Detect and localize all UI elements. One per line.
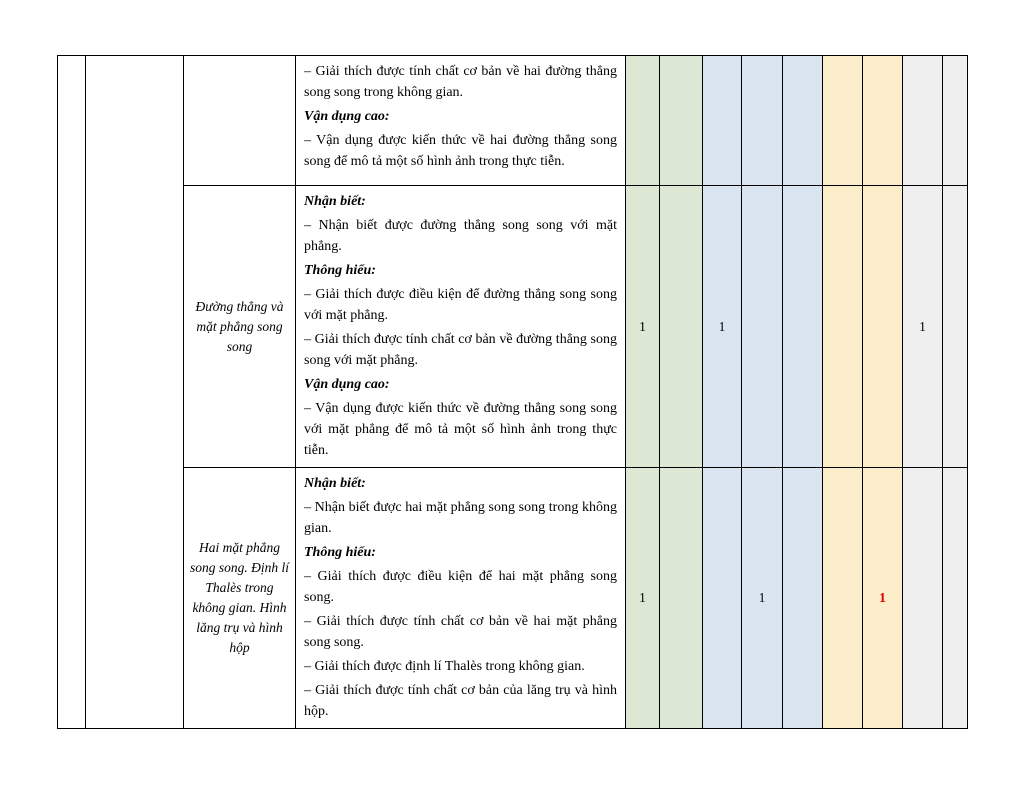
mark-cell xyxy=(943,186,968,468)
content-line: – Giải thích được tính chất cơ bản về hai đường thẳng song song trong không gian. xyxy=(304,64,617,100)
mark-cell xyxy=(742,186,783,468)
mark-cell xyxy=(660,468,703,729)
mark-cell xyxy=(863,186,903,468)
content-heading: Thông hiểu: xyxy=(304,263,376,278)
mark-cell xyxy=(863,56,903,186)
content-heading: Thông hiểu: xyxy=(304,545,376,560)
mark-cell xyxy=(660,186,703,468)
content-line: – Vận dụng được kiến thức về đường thẳng song song với mặt phẳng để mô tả một số hình ảnh trong thực tiễn. xyxy=(304,401,617,458)
chapter-column-cell xyxy=(86,56,184,729)
table-row xyxy=(58,468,968,729)
mark-cell xyxy=(783,56,823,186)
content-heading: Nhận biết: xyxy=(304,476,366,491)
mark-cell xyxy=(660,56,703,186)
content-heading: Vận dụng cao: xyxy=(304,377,390,392)
content-line: – Giải thích được điều kiện để đường thẳng song song với mặt phẳng. xyxy=(304,287,617,323)
mark-cell xyxy=(943,468,968,729)
content-cell xyxy=(296,186,626,468)
content-line: – Giải thích được định lí Thalès trong không gian. xyxy=(304,659,585,674)
mark-cell xyxy=(823,56,863,186)
content-line: – Nhận biết được hai mặt phẳng song song trong không gian. xyxy=(304,500,617,536)
mark-cell xyxy=(943,56,968,186)
mark-cell: 1 xyxy=(626,186,660,468)
mark-cell: 1 xyxy=(903,186,943,468)
mark-cell xyxy=(903,56,943,186)
mark-cell xyxy=(783,186,823,468)
topic-cell: Hai mặt phẳng song song. Định lí Thalès trong không gian. Hình lăng trụ và hình hộp xyxy=(184,468,296,729)
mark-cell xyxy=(703,468,742,729)
table-row xyxy=(58,56,968,186)
content-line: – Giải thích được tính chất cơ bản về đường thẳng song song với mặt phẳng. xyxy=(304,332,617,368)
content-cell xyxy=(296,468,626,729)
index-column-cell xyxy=(58,56,86,729)
mark-cell xyxy=(823,468,863,729)
mark-cell: 1 xyxy=(626,468,660,729)
content-cell xyxy=(296,56,626,186)
content-heading: Nhận biết: xyxy=(304,194,366,209)
mark-cell xyxy=(783,468,823,729)
mark-cell xyxy=(626,56,660,186)
topic-cell: Đường thẳng và mặt phẳng song song xyxy=(184,186,296,468)
content-line: – Vận dụng được kiến thức về hai đường thẳng song song để mô tả một số hình ảnh trong thực tiễn. xyxy=(304,133,617,169)
mark-cell xyxy=(703,56,742,186)
content-line: – Nhận biết được đường thẳng song song với mặt phẳng. xyxy=(304,218,617,254)
mark-cell xyxy=(742,56,783,186)
mark-cell xyxy=(903,468,943,729)
mark-cell-red: 1 xyxy=(863,468,903,729)
content-line: – Giải thích được điều kiện để hai mặt phẳng song song. xyxy=(304,569,617,605)
content-line: – Giải thích được tính chất cơ bản về hai mặt phẳng song song. xyxy=(304,614,617,650)
mark-cell: 1 xyxy=(703,186,742,468)
content-heading: Vận dụng cao: xyxy=(304,109,390,124)
mark-cell: 1 xyxy=(742,468,783,729)
table-row xyxy=(58,186,968,468)
specification-table xyxy=(57,55,968,729)
content-line: – Giải thích được tính chất cơ bản của lăng trụ và hình hộp. xyxy=(304,683,617,719)
mark-cell xyxy=(823,186,863,468)
topic-cell xyxy=(184,56,296,186)
